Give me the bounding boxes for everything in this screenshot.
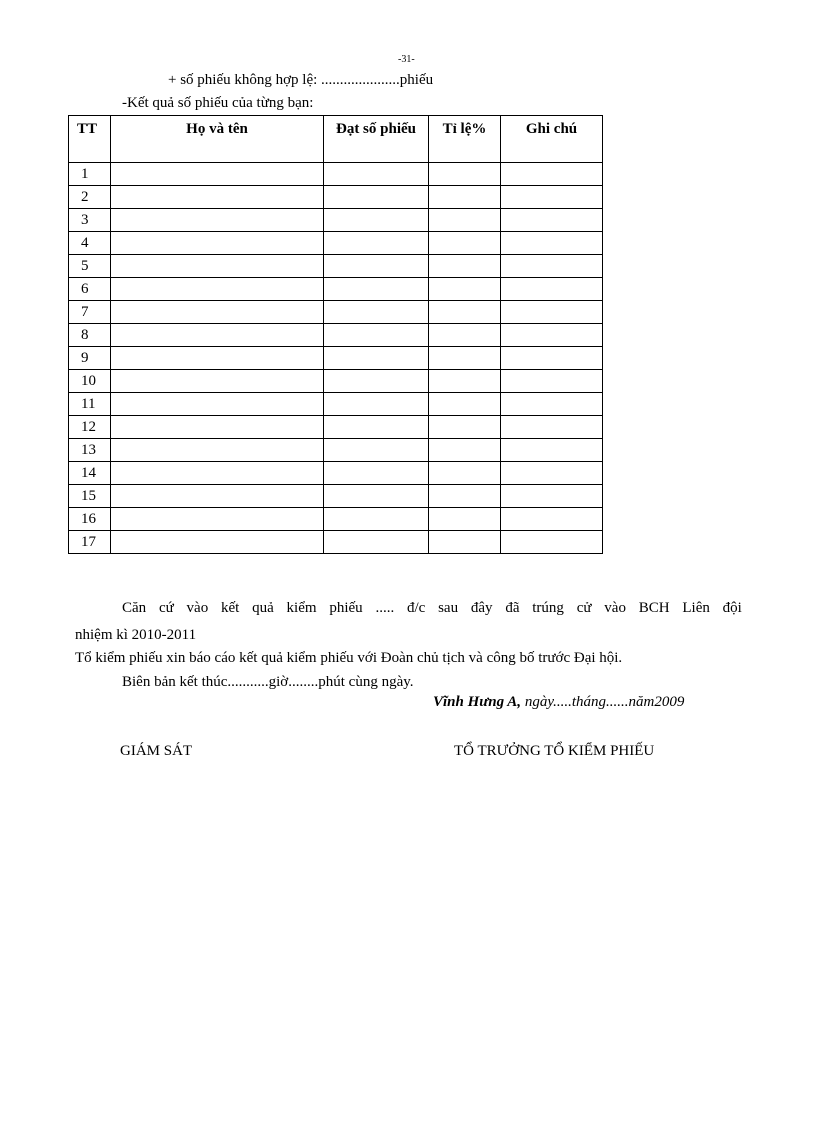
cell-percent <box>429 347 501 370</box>
cell-votes <box>324 232 429 255</box>
cell-percent <box>429 370 501 393</box>
paragraph-1-word: vào <box>604 600 626 616</box>
cell-percent <box>429 278 501 301</box>
page-number: -31- <box>398 54 415 65</box>
paragraph-1-word: Căn <box>122 600 147 616</box>
paragraph-1-word: kết <box>220 600 240 616</box>
cell-tt: 14 <box>69 462 111 485</box>
cell-votes <box>324 416 429 439</box>
invalid-ballots-line: + số phiếu không hợp lệ: .....................phiếu <box>168 72 434 88</box>
table-row <box>69 416 603 439</box>
cell-percent <box>429 163 501 186</box>
cell-note <box>501 232 603 255</box>
table-row <box>69 347 603 370</box>
signature-head: TỔ TRƯỞNG TỔ KIỂM PHIẾU <box>454 743 655 759</box>
cell-votes <box>324 393 429 416</box>
cell-votes <box>324 163 429 186</box>
cell-note <box>501 416 603 439</box>
table-row <box>69 278 603 301</box>
cell-votes <box>324 485 429 508</box>
table-body <box>69 163 603 554</box>
paragraph-1-word: Liên <box>682 600 710 616</box>
cell-tt: 11 <box>69 393 111 416</box>
table-row <box>69 439 603 462</box>
cell-note <box>501 393 603 416</box>
cell-name <box>111 232 324 255</box>
cell-name <box>111 278 324 301</box>
cell-tt: 8 <box>69 324 111 347</box>
cell-percent <box>429 508 501 531</box>
cell-tt: 6 <box>69 278 111 301</box>
cell-percent <box>429 255 501 278</box>
cell-tt: 12 <box>69 416 111 439</box>
cell-name <box>111 393 324 416</box>
cell-name <box>111 485 324 508</box>
cell-percent <box>429 324 501 347</box>
cell-votes <box>324 255 429 278</box>
header-tt: TT <box>69 116 111 163</box>
table-row <box>69 186 603 209</box>
cell-tt: 4 <box>69 232 111 255</box>
cell-votes <box>324 347 429 370</box>
cell-note <box>501 370 603 393</box>
cell-votes <box>324 324 429 347</box>
cell-votes <box>324 301 429 324</box>
cell-name <box>111 531 324 554</box>
cell-note <box>501 278 603 301</box>
date-text: ngày.....tháng......năm2009 <box>521 694 685 710</box>
table-row <box>69 531 603 554</box>
cell-name <box>111 508 324 531</box>
table-row <box>69 163 603 186</box>
table-row <box>69 485 603 508</box>
date-line <box>433 694 684 711</box>
header-name: Họ và tên <box>111 116 324 163</box>
cell-tt: 3 <box>69 209 111 232</box>
paragraph-1-word: đây <box>470 600 493 616</box>
cell-name <box>111 301 324 324</box>
cell-note <box>501 301 603 324</box>
cell-votes <box>324 439 429 462</box>
paragraph-1-word: cứ <box>158 600 174 616</box>
paragraph-1-word: đội <box>722 600 742 616</box>
paragraph-1-word: BCH <box>638 600 670 616</box>
table-row <box>69 255 603 278</box>
cell-note <box>501 347 603 370</box>
cell-percent <box>429 186 501 209</box>
cell-percent <box>429 462 501 485</box>
cell-tt: 1 <box>69 163 111 186</box>
cell-percent <box>429 485 501 508</box>
cell-percent <box>429 209 501 232</box>
table-row <box>69 209 603 232</box>
cell-note <box>501 209 603 232</box>
results-table <box>68 115 603 554</box>
paragraph-1-continuation: nhiệm kì 2010-2011 <box>75 627 197 643</box>
cell-tt: 9 <box>69 347 111 370</box>
paragraph-1-word: đã <box>505 600 520 616</box>
paragraph-1-word: quả <box>252 600 274 616</box>
paragraph-1-word: cử <box>576 600 592 616</box>
paragraph-1-word: trúng <box>532 600 564 616</box>
cell-votes <box>324 462 429 485</box>
cell-note <box>501 186 603 209</box>
paragraph-1-word: vào <box>186 600 209 616</box>
cell-tt: 15 <box>69 485 111 508</box>
table-header-row <box>69 116 603 163</box>
paragraph-1-word: kiểm <box>286 600 317 616</box>
signature-supervisor: GIÁM SÁT <box>120 743 193 759</box>
table-row <box>69 232 603 255</box>
cell-note <box>501 531 603 554</box>
header-note: Ghi chú <box>501 116 603 163</box>
cell-name <box>111 347 324 370</box>
cell-note <box>501 255 603 278</box>
table-row <box>69 301 603 324</box>
cell-tt: 2 <box>69 186 111 209</box>
cell-note <box>501 485 603 508</box>
cell-votes <box>324 531 429 554</box>
cell-note <box>501 508 603 531</box>
cell-name <box>111 439 324 462</box>
cell-name <box>111 370 324 393</box>
cell-name <box>111 416 324 439</box>
cell-votes <box>324 370 429 393</box>
cell-name <box>111 163 324 186</box>
cell-note <box>501 163 603 186</box>
paragraph-1-word: đ/c <box>406 600 426 616</box>
paragraph-1-word: phiếu <box>329 600 363 616</box>
cell-percent <box>429 439 501 462</box>
cell-tt: 5 <box>69 255 111 278</box>
cell-tt: 10 <box>69 370 111 393</box>
table-row <box>69 508 603 531</box>
table-row <box>69 462 603 485</box>
paragraph-1-line-1 <box>122 600 742 617</box>
cell-percent <box>429 232 501 255</box>
cell-percent <box>429 416 501 439</box>
cell-note <box>501 324 603 347</box>
paragraph-1-word: ..... <box>375 600 395 616</box>
paragraph-2: Tổ kiểm phiếu xin báo cáo kết quả kiểm phiếu với Đoàn chủ tịch và công bố trước Đại hội. <box>75 650 623 666</box>
cell-percent <box>429 393 501 416</box>
cell-percent <box>429 531 501 554</box>
cell-percent <box>429 301 501 324</box>
cell-tt: 7 <box>69 301 111 324</box>
cell-name <box>111 186 324 209</box>
cell-note <box>501 462 603 485</box>
cell-tt: 13 <box>69 439 111 462</box>
cell-tt: 16 <box>69 508 111 531</box>
date-place: Vĩnh Hưng A, <box>433 694 522 710</box>
cell-name <box>111 324 324 347</box>
cell-tt: 17 <box>69 531 111 554</box>
table-row <box>69 324 603 347</box>
cell-votes <box>324 209 429 232</box>
table-row <box>69 370 603 393</box>
cell-votes <box>324 278 429 301</box>
cell-votes <box>324 508 429 531</box>
cell-note <box>501 439 603 462</box>
cell-name <box>111 209 324 232</box>
paragraph-1-word: sau <box>438 600 459 616</box>
header-percent: Tỉ lệ% <box>429 116 501 163</box>
table-row <box>69 393 603 416</box>
cell-name <box>111 462 324 485</box>
paragraph-3: Biên bản kết thúc...........giờ........phút cùng ngày. <box>122 674 414 690</box>
cell-name <box>111 255 324 278</box>
header-votes: Đạt số phiếu <box>324 116 429 163</box>
results-heading: -Kết quả số phiếu của từng bạn: <box>122 95 314 111</box>
cell-votes <box>324 186 429 209</box>
